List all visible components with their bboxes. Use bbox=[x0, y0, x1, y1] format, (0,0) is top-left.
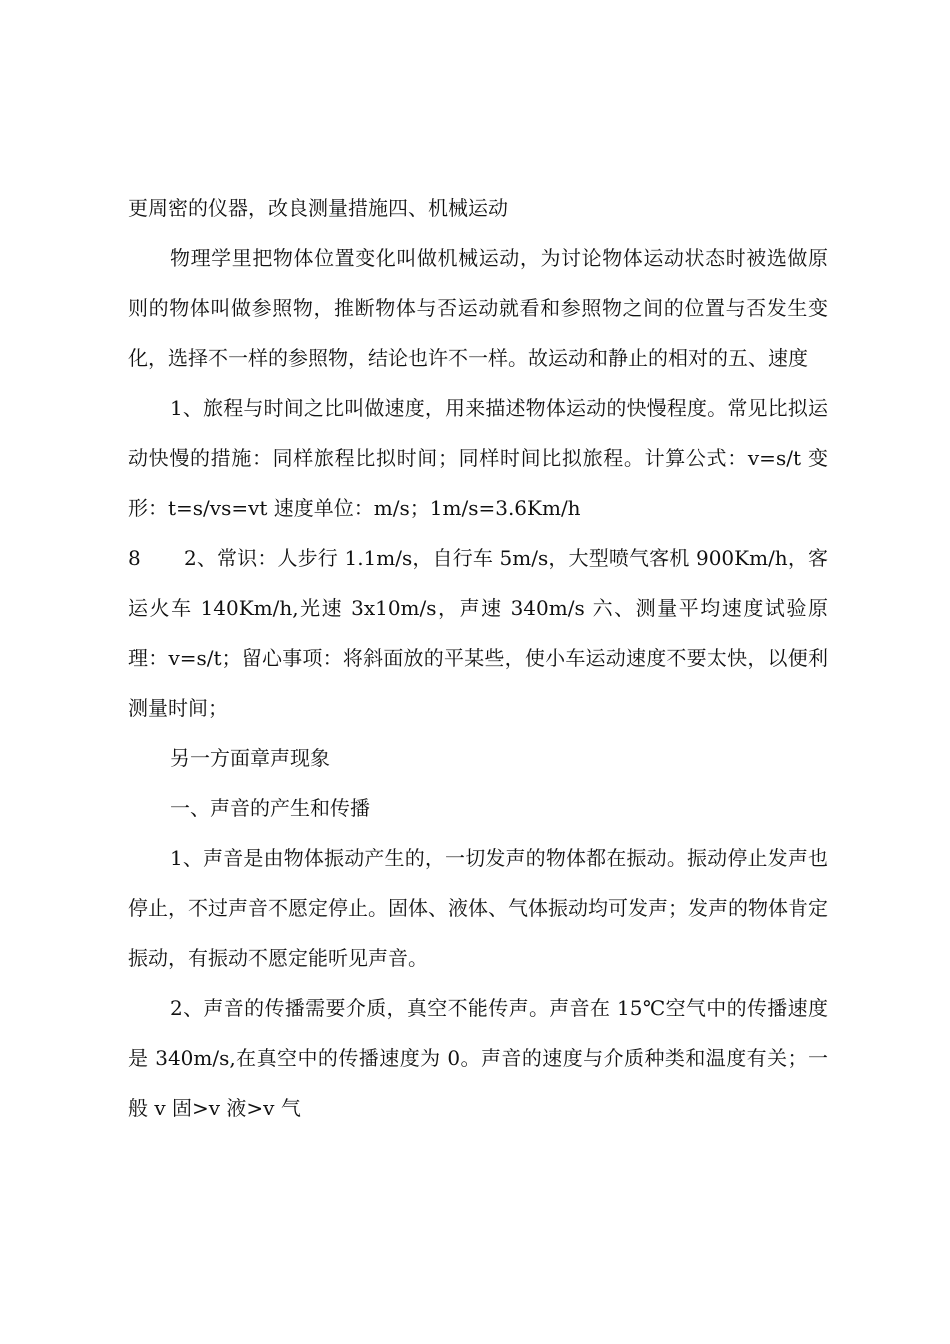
footnote-marker: 8 bbox=[128, 546, 141, 570]
paragraph-2: 物理学里把物体位置变化叫做机械运动，为讨论物体运动状态时被选做原则的物体叫做参照物，推断物体与否运动就看和参照物之间的位置与否发生变化，选择不一样的参照物，结论也许不一样。故运动和静止的相对的五、速度 bbox=[128, 246, 828, 370]
chapter-heading: 另一方面章声现象 bbox=[170, 746, 330, 770]
paragraph-4: 2、常识：人步行 1.1m/s，自行车 5m/s，大型喷气客机 900Km/h，客运火车 140Km/h,光速 3x10m/s，声速 340m/s 六、测量平均速度试验原理：v=s/t；留心事项：将斜面放的平某些，使小车运动速度不要太快，以便利测量时间； bbox=[128, 546, 828, 720]
document-body bbox=[128, 183, 828, 1133]
paragraph-3: 1、旅程与时间之比叫做速度，用来描述物体运动的快慢程度。常见比拟运动快慢的措施：同样旅程比拟时间；同样时间比拟旅程。计算公式：v=s/t 变形：t=s/vs=vt 速度单位：m/s；1m/s=3.6Km/h bbox=[128, 396, 828, 520]
section-heading: 一、声音的产生和传播 bbox=[170, 796, 370, 820]
paragraph-6: 2、声音的传播需要介质，真空不能传声。声音在 15℃空气中的传播速度是 340m/s,在真空中的传播速度为 0。声音的速度与介质种类和温度有关；一般 v 固>v 液>v 气 bbox=[128, 996, 828, 1120]
paragraph-4-wrapper bbox=[128, 533, 828, 733]
paragraph-5: 1、声音是由物体振动产生的，一切发声的物体都在振动。振动停止发声也停止，不过声音不愿定停止。固体、液体、气体振动均可发声；发声的物体肯定振动，有振动不愿定能听见声音。 bbox=[128, 846, 828, 970]
paragraph-1: 更周密的仪器，改良测量措施四、机械运动 bbox=[128, 196, 508, 220]
